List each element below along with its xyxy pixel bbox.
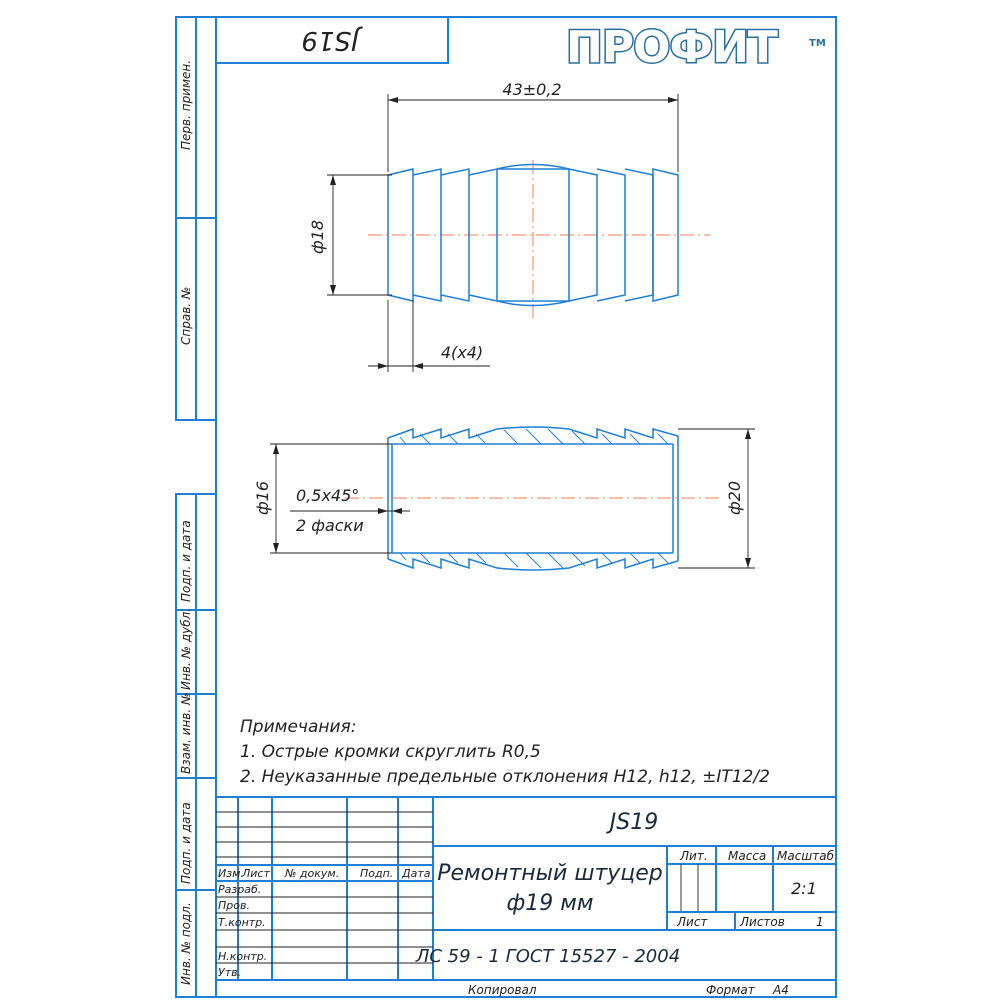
tb-name-line1: Ремонтный штуцер xyxy=(437,861,663,886)
notes-line-1: 1. Острые кромки скруглить R0,5 xyxy=(240,742,541,762)
tb-name-line2: ф19 мм xyxy=(506,891,594,916)
tb-row-utv: Утв. xyxy=(218,966,242,979)
dim-d18-text: ф18 xyxy=(308,219,327,255)
dim-chamfer-text-1: 0,5x45° xyxy=(296,486,360,505)
notes-title: Примечания: xyxy=(240,717,357,737)
tb-kopiroval: Копировал xyxy=(468,983,537,997)
tb-listov: Листов xyxy=(740,915,785,929)
dim-d18 xyxy=(327,175,392,295)
tb-material: ЛС 59 - 1 ГОСТ 15527 - 2004 xyxy=(415,946,681,967)
side-label-podp-data-2: Подп. и дата xyxy=(179,802,193,884)
tb-col-podp: Подп. xyxy=(360,867,394,880)
tb-col-list: Лист xyxy=(242,867,270,880)
side-label-inv-podl: Инв. № подл. xyxy=(179,902,193,985)
top-stamp-text: JS19 xyxy=(301,25,359,55)
tb-col-data: Дата xyxy=(402,867,431,880)
side-label-podp-data-1: Подп. и дата xyxy=(179,520,193,602)
tb-col-dokum: № докум. xyxy=(285,867,340,880)
tb-scale: 2:1 xyxy=(791,879,817,898)
tb-lit: Лит. xyxy=(680,849,708,863)
dim-d16-text: ф16 xyxy=(253,480,272,516)
tb-col-izm: Изм. xyxy=(218,867,244,880)
tb-code: JS19 xyxy=(609,810,659,835)
tb-row-tkontr: Т.контр. xyxy=(218,916,266,929)
notes-line-2: 2. Неуказанные предельные отклонения H12, h12, ±IT12/2 xyxy=(240,767,770,787)
tb-row-nkontr: Н.контр. xyxy=(218,950,268,963)
tb-list: Лист xyxy=(677,915,708,929)
tb-listov-val: 1 xyxy=(816,915,824,929)
fitting-section-view xyxy=(345,427,720,570)
side-label-vzam-inv: Взам. инв. № xyxy=(179,692,193,774)
tb-format: Формат xyxy=(706,983,755,997)
tb-format-val: A4 xyxy=(773,983,789,997)
side-label-perv-primen: Перв. примен. xyxy=(179,59,193,150)
tb-massa: Масса xyxy=(728,849,767,863)
tb-row-prov: Пров. xyxy=(218,899,250,912)
dim-chamfer-text-2: 2 фаски xyxy=(296,516,364,535)
profit-logo xyxy=(566,22,826,73)
dim-length-text: 43±0,2 xyxy=(502,80,562,99)
notes-block xyxy=(240,717,770,787)
logo-text: ПРОФИТ xyxy=(566,22,777,73)
dim-pitch-text: 4(x4) xyxy=(440,343,484,362)
dim-d20-text: ф20 xyxy=(725,480,744,516)
tb-masshtab: Масштаб xyxy=(777,849,835,863)
tb-row-razrab: Разраб. xyxy=(218,883,262,896)
logo-tm: ТМ xyxy=(809,38,826,49)
fitting-side-view xyxy=(368,160,710,320)
side-label-sprav: Справ. № xyxy=(179,286,193,345)
side-label-inv-dubl: Инв. № дубл. xyxy=(179,607,193,690)
